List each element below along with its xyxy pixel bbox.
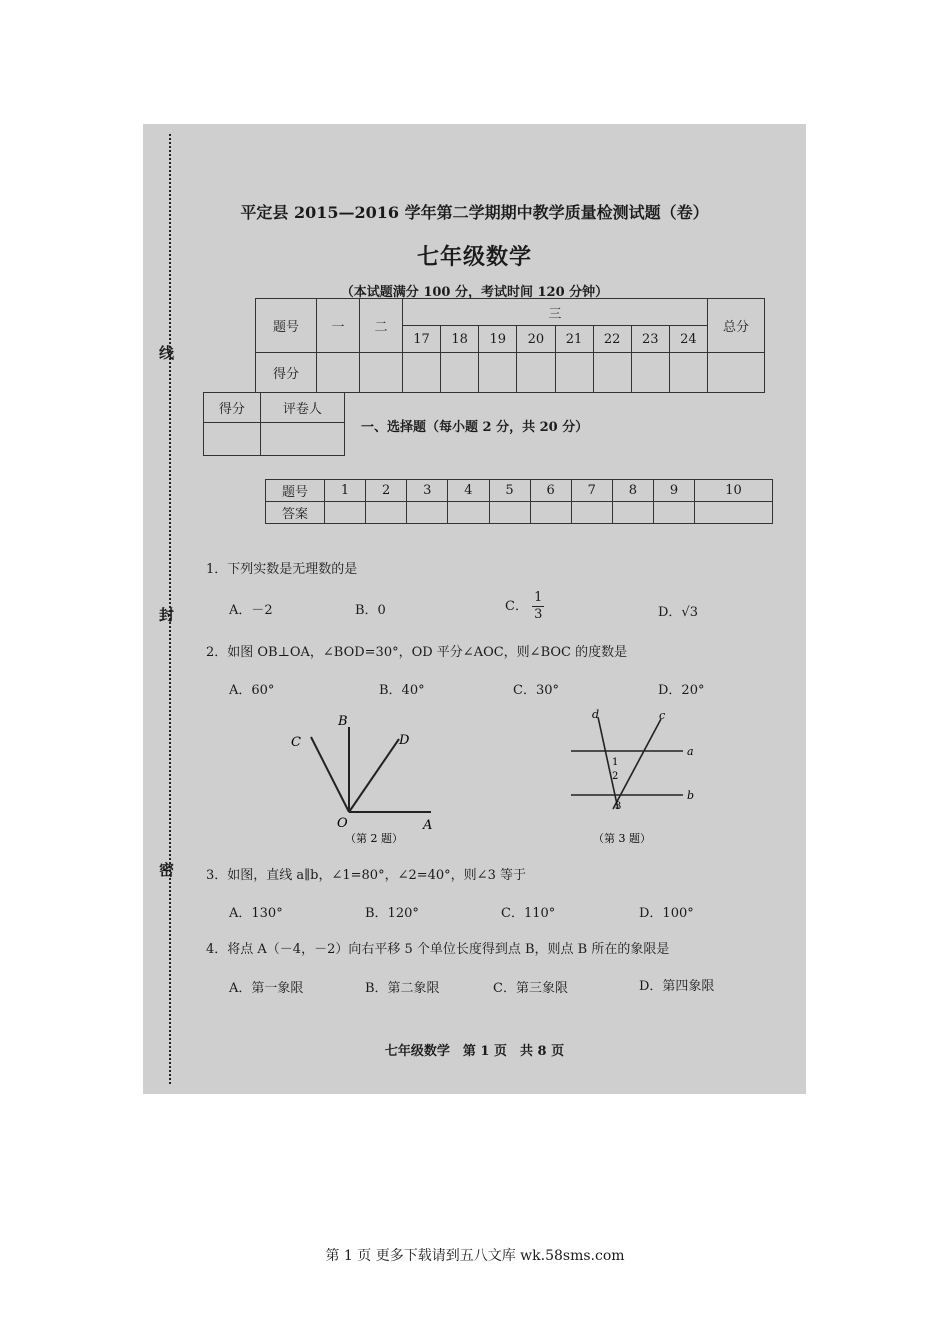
score-subcol: 24: [669, 326, 707, 353]
fraction-numerator: 1: [534, 590, 543, 605]
grader-score-cell: [204, 423, 261, 456]
q4-option-d: D．第四象限: [639, 979, 715, 994]
fraction: [532, 590, 544, 623]
figure-2-angle-diagram: [283, 709, 453, 844]
answer-header-label: 题号: [266, 480, 325, 502]
binding-label-xian: 线: [159, 344, 175, 362]
answer-cell: [366, 502, 407, 524]
answer-cell: [571, 502, 612, 524]
answer-number: 2: [366, 480, 407, 502]
score-cell: [555, 353, 593, 393]
q3-option-a: A．130°: [229, 906, 283, 921]
score-cell: [317, 353, 360, 393]
q1-option-a: A．－2: [229, 603, 273, 618]
answer-cell: [695, 502, 773, 524]
answer-number: 10: [695, 480, 773, 502]
figure-3-caption: （第 3 题）: [593, 832, 651, 845]
q1-option-d: D．√3: [658, 605, 698, 620]
answer-table: [265, 479, 773, 524]
q2-option-d: D．20°: [658, 683, 705, 698]
q2-option-a: A．60°: [229, 683, 275, 698]
binding-label-mi: 密: [159, 861, 175, 879]
q1-option-b: B．0: [355, 603, 386, 618]
score-subcol: 21: [555, 326, 593, 353]
q1-option-c-prefix: C．: [505, 599, 528, 614]
score-cell: [669, 353, 707, 393]
answer-number: 1: [325, 480, 366, 502]
fraction-denominator: 3: [534, 607, 543, 622]
score-subcol: 17: [403, 326, 441, 353]
score-cell: [631, 353, 669, 393]
score-cell: [517, 353, 555, 393]
binding-label-feng: 封: [159, 606, 175, 624]
answer-number: 8: [612, 480, 653, 502]
score-cell: [403, 353, 441, 393]
score-cell: [360, 353, 403, 393]
score-subcol: 20: [517, 326, 555, 353]
label-o: O: [337, 816, 348, 831]
score-row-label: 得分: [256, 353, 317, 393]
answer-number: 3: [407, 480, 448, 502]
document-page-footer: 第 1 页 更多下载请到五八文库 wk.58sms.com: [325, 1248, 625, 1264]
answer-cell: [612, 502, 653, 524]
question-1-stem: 1．下列实数是无理数的是: [206, 562, 358, 577]
q3-option-d: D．100°: [639, 906, 694, 921]
question-4-stem: 4．将点 A（－4，－2）向右平移 5 个单位长度得到点 B，则点 B 所在的象限是: [206, 942, 670, 957]
answer-cell: [448, 502, 489, 524]
figure-2-caption: （第 2 题）: [345, 832, 403, 844]
scan-page-footer: 七年级数学 第 1 页 共 8 页: [384, 1044, 565, 1059]
angle-2-label: 2: [612, 771, 619, 782]
score-subcol: 19: [479, 326, 517, 353]
score-header-label: 题号: [256, 299, 317, 353]
score-total-label: 总分: [708, 299, 765, 353]
q2-option-b: B．40°: [379, 683, 425, 698]
label-d: d: [592, 709, 600, 721]
question-3-stem: 3．如图，直线 a∥b，∠1=80°，∠2=40°，则∠3 等于: [206, 868, 526, 883]
score-subcol: 23: [631, 326, 669, 353]
grader-name-label: 评卷人: [260, 393, 344, 423]
score-col-2: 二: [360, 299, 403, 353]
label-c: C: [291, 735, 301, 750]
q2-option-c: C．30°: [513, 683, 559, 698]
score-col-3: 三: [403, 299, 708, 326]
answer-cell: [407, 502, 448, 524]
section-1-heading: 一、选择题（每小题 2 分，共 20 分）: [361, 420, 589, 435]
label-a: A: [423, 818, 433, 833]
answer-number: 7: [571, 480, 612, 502]
answer-number: 9: [654, 480, 695, 502]
answer-number: 5: [489, 480, 530, 502]
exam-subject: 七年级数学: [416, 244, 532, 270]
score-subcol: 18: [441, 326, 479, 353]
ray-od: [349, 739, 399, 812]
grader-table: [203, 392, 345, 456]
q4-option-c: C．第三象限: [493, 981, 568, 996]
score-table: [255, 298, 765, 393]
score-cell: [479, 353, 517, 393]
ray-oc: [311, 737, 349, 812]
q4-option-a: A．第一象限: [229, 981, 304, 996]
angle-1-label: 1: [612, 757, 619, 768]
figure-3-parallel-lines-diagram: [563, 709, 703, 849]
q1-option-c: [505, 590, 544, 623]
answer-cell: [489, 502, 530, 524]
score-cell: [441, 353, 479, 393]
score-cell: [708, 353, 765, 393]
label-a: a: [687, 745, 694, 758]
answer-cell: [654, 502, 695, 524]
answer-number: 6: [530, 480, 571, 502]
answer-cell: [530, 502, 571, 524]
grader-name-cell: [260, 423, 344, 456]
q3-option-b: B．120°: [365, 906, 419, 921]
q4-option-b: B．第二象限: [365, 981, 440, 996]
score-subcol: 22: [593, 326, 631, 353]
label-b: B: [338, 714, 348, 729]
question-2-stem: 2．如图 OB⊥OA，∠BOD=30°，OD 平分∠AOC，则∠BOC 的度数是: [206, 645, 628, 660]
answer-cell: [325, 502, 366, 524]
label-c: c: [659, 709, 666, 722]
exam-title: 平定县 2015—2016 学年第二学期期中教学质量检测试题（卷）: [240, 203, 709, 222]
angle-3-label: 3: [615, 801, 622, 812]
scanned-exam-page: [143, 124, 806, 1094]
score-cell: [593, 353, 631, 393]
grader-score-label: 得分: [204, 393, 261, 423]
label-b: b: [687, 789, 695, 802]
score-col-1: 一: [317, 299, 360, 353]
q3-option-c: C．110°: [501, 906, 556, 921]
answer-row-label: 答案: [266, 502, 325, 524]
exam-note: （本试题满分 100 分，考试时间 120 分钟）: [340, 285, 609, 300]
answer-number: 4: [448, 480, 489, 502]
label-d: D: [399, 733, 410, 748]
